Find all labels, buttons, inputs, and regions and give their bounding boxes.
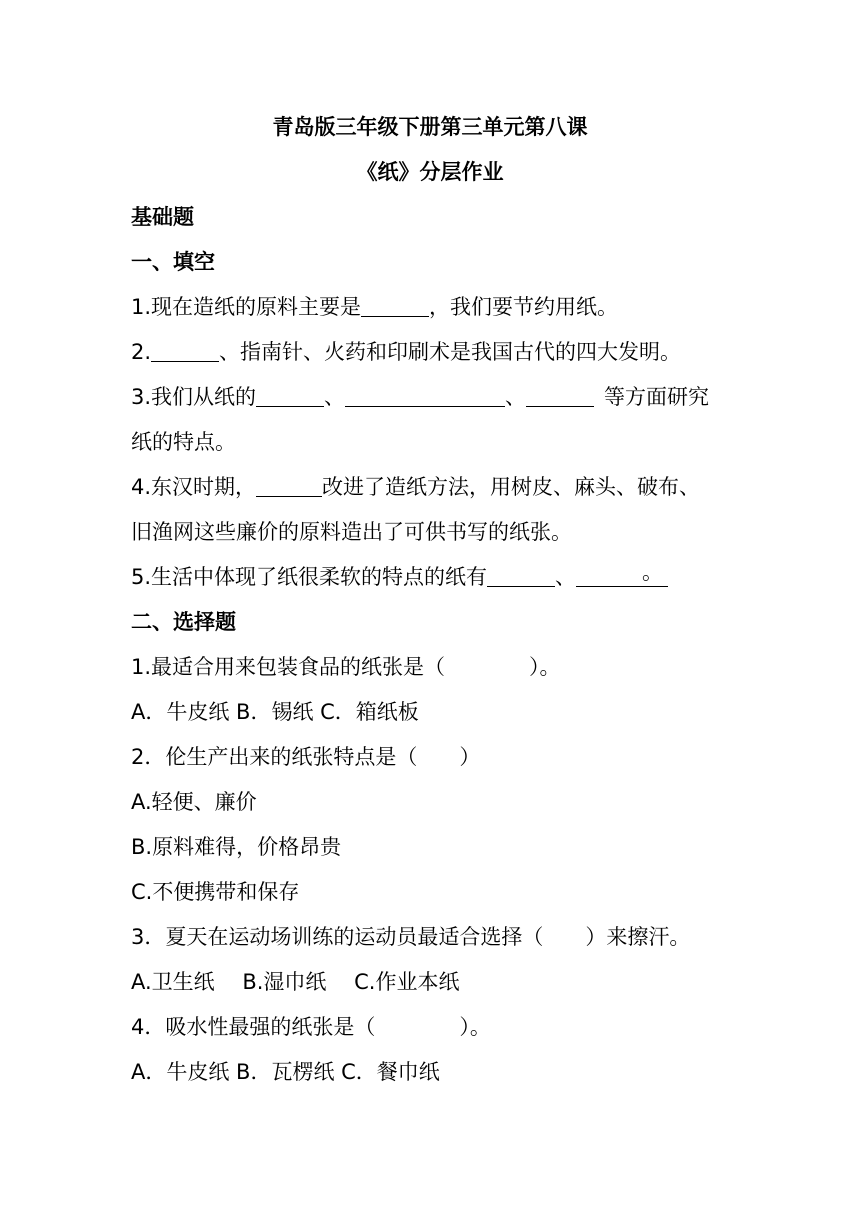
choice-question-3-options[interactable]: A.卫生纸 B.湿巾纸 C.作业本纸 bbox=[131, 970, 460, 994]
choice-question-4: 4．吸水性最强的纸张是（ ）。 bbox=[131, 1015, 491, 1039]
choice-question-2-option-c[interactable]: C.不便携带和保存 bbox=[131, 880, 300, 904]
fill-section-heading: 一、填空 bbox=[131, 250, 215, 274]
fill-q3-blank-2[interactable] bbox=[345, 386, 505, 407]
fill-q2-text-b: 、指南针、火药和印刷术是我国古代的四大发明。 bbox=[219, 340, 682, 364]
fill-q3-sep-1: 、 bbox=[324, 385, 346, 409]
fill-q3-sep-2: 、 bbox=[505, 385, 527, 409]
fill-question-3-continued: 纸的特点。 bbox=[131, 430, 236, 454]
choice-question-1: 1.最适合用来包装食品的纸张是（ ）。 bbox=[131, 655, 561, 679]
fill-question-4-continued: 旧渔网这些廉价的原料造出了可供书写的纸张。 bbox=[131, 520, 572, 544]
choice-section-heading: 二、选择题 bbox=[131, 610, 236, 634]
fill-q5-end: 。 bbox=[642, 560, 664, 584]
fill-q2-text-a: 2. bbox=[131, 340, 152, 364]
fill-q1-text-b: ，我们要节约用纸。 bbox=[429, 295, 619, 319]
fill-q3-blank-3[interactable] bbox=[526, 386, 594, 407]
fill-q1-blank[interactable] bbox=[361, 296, 429, 317]
fill-q5-blank-1[interactable] bbox=[487, 566, 555, 587]
choice-question-4-options[interactable]: A．牛皮纸 B．瓦楞纸 C．餐巾纸 bbox=[131, 1060, 440, 1084]
fill-q4-text-b: 改进了造纸方法，用树皮、麻头、破布、 bbox=[322, 475, 701, 499]
choice-question-2-option-b[interactable]: B.原料难得，价格昂贵 bbox=[131, 835, 342, 859]
fill-question-5 bbox=[131, 560, 668, 591]
choice-question-1-options[interactable]: A．牛皮纸 B．锡纸 C．箱纸板 bbox=[131, 700, 419, 724]
fill-q1-text-a: 1.现在造纸的原料主要是 bbox=[131, 295, 362, 319]
fill-question-1 bbox=[131, 293, 618, 321]
document-subtitle: 《纸》分层作业 bbox=[356, 160, 504, 184]
fill-q4-blank[interactable] bbox=[256, 476, 322, 497]
fill-q3-text-b: 等方面研究 bbox=[604, 385, 710, 409]
fill-q5-blank-2[interactable] bbox=[576, 560, 668, 587]
fill-q5-sep: 、 bbox=[555, 565, 577, 589]
choice-question-2-option-a[interactable]: A.轻便、廉价 bbox=[131, 790, 257, 814]
fill-question-4 bbox=[131, 473, 700, 501]
fill-q4-text-a: 4.东汉时期， bbox=[131, 475, 257, 499]
document-title: 青岛版三年级下册第三单元第八课 bbox=[272, 115, 588, 139]
choice-question-3: 3．夏天在运动场训练的运动员最适合选择（ ）来擦汗。 bbox=[131, 925, 691, 949]
choice-question-2: 2．伦生产出来的纸张特点是（ ） bbox=[131, 745, 481, 769]
fill-q3-text-a: 3.我们从纸的 bbox=[131, 385, 257, 409]
fill-question-3 bbox=[131, 383, 709, 411]
fill-q5-text-a: 5.生活中体现了纸很柔软的特点的纸有 bbox=[131, 565, 488, 589]
section-basic-heading: 基础题 bbox=[131, 205, 194, 229]
fill-q3-blank-1[interactable] bbox=[256, 386, 324, 407]
fill-question-2 bbox=[131, 338, 681, 366]
fill-q2-blank[interactable] bbox=[151, 341, 219, 362]
